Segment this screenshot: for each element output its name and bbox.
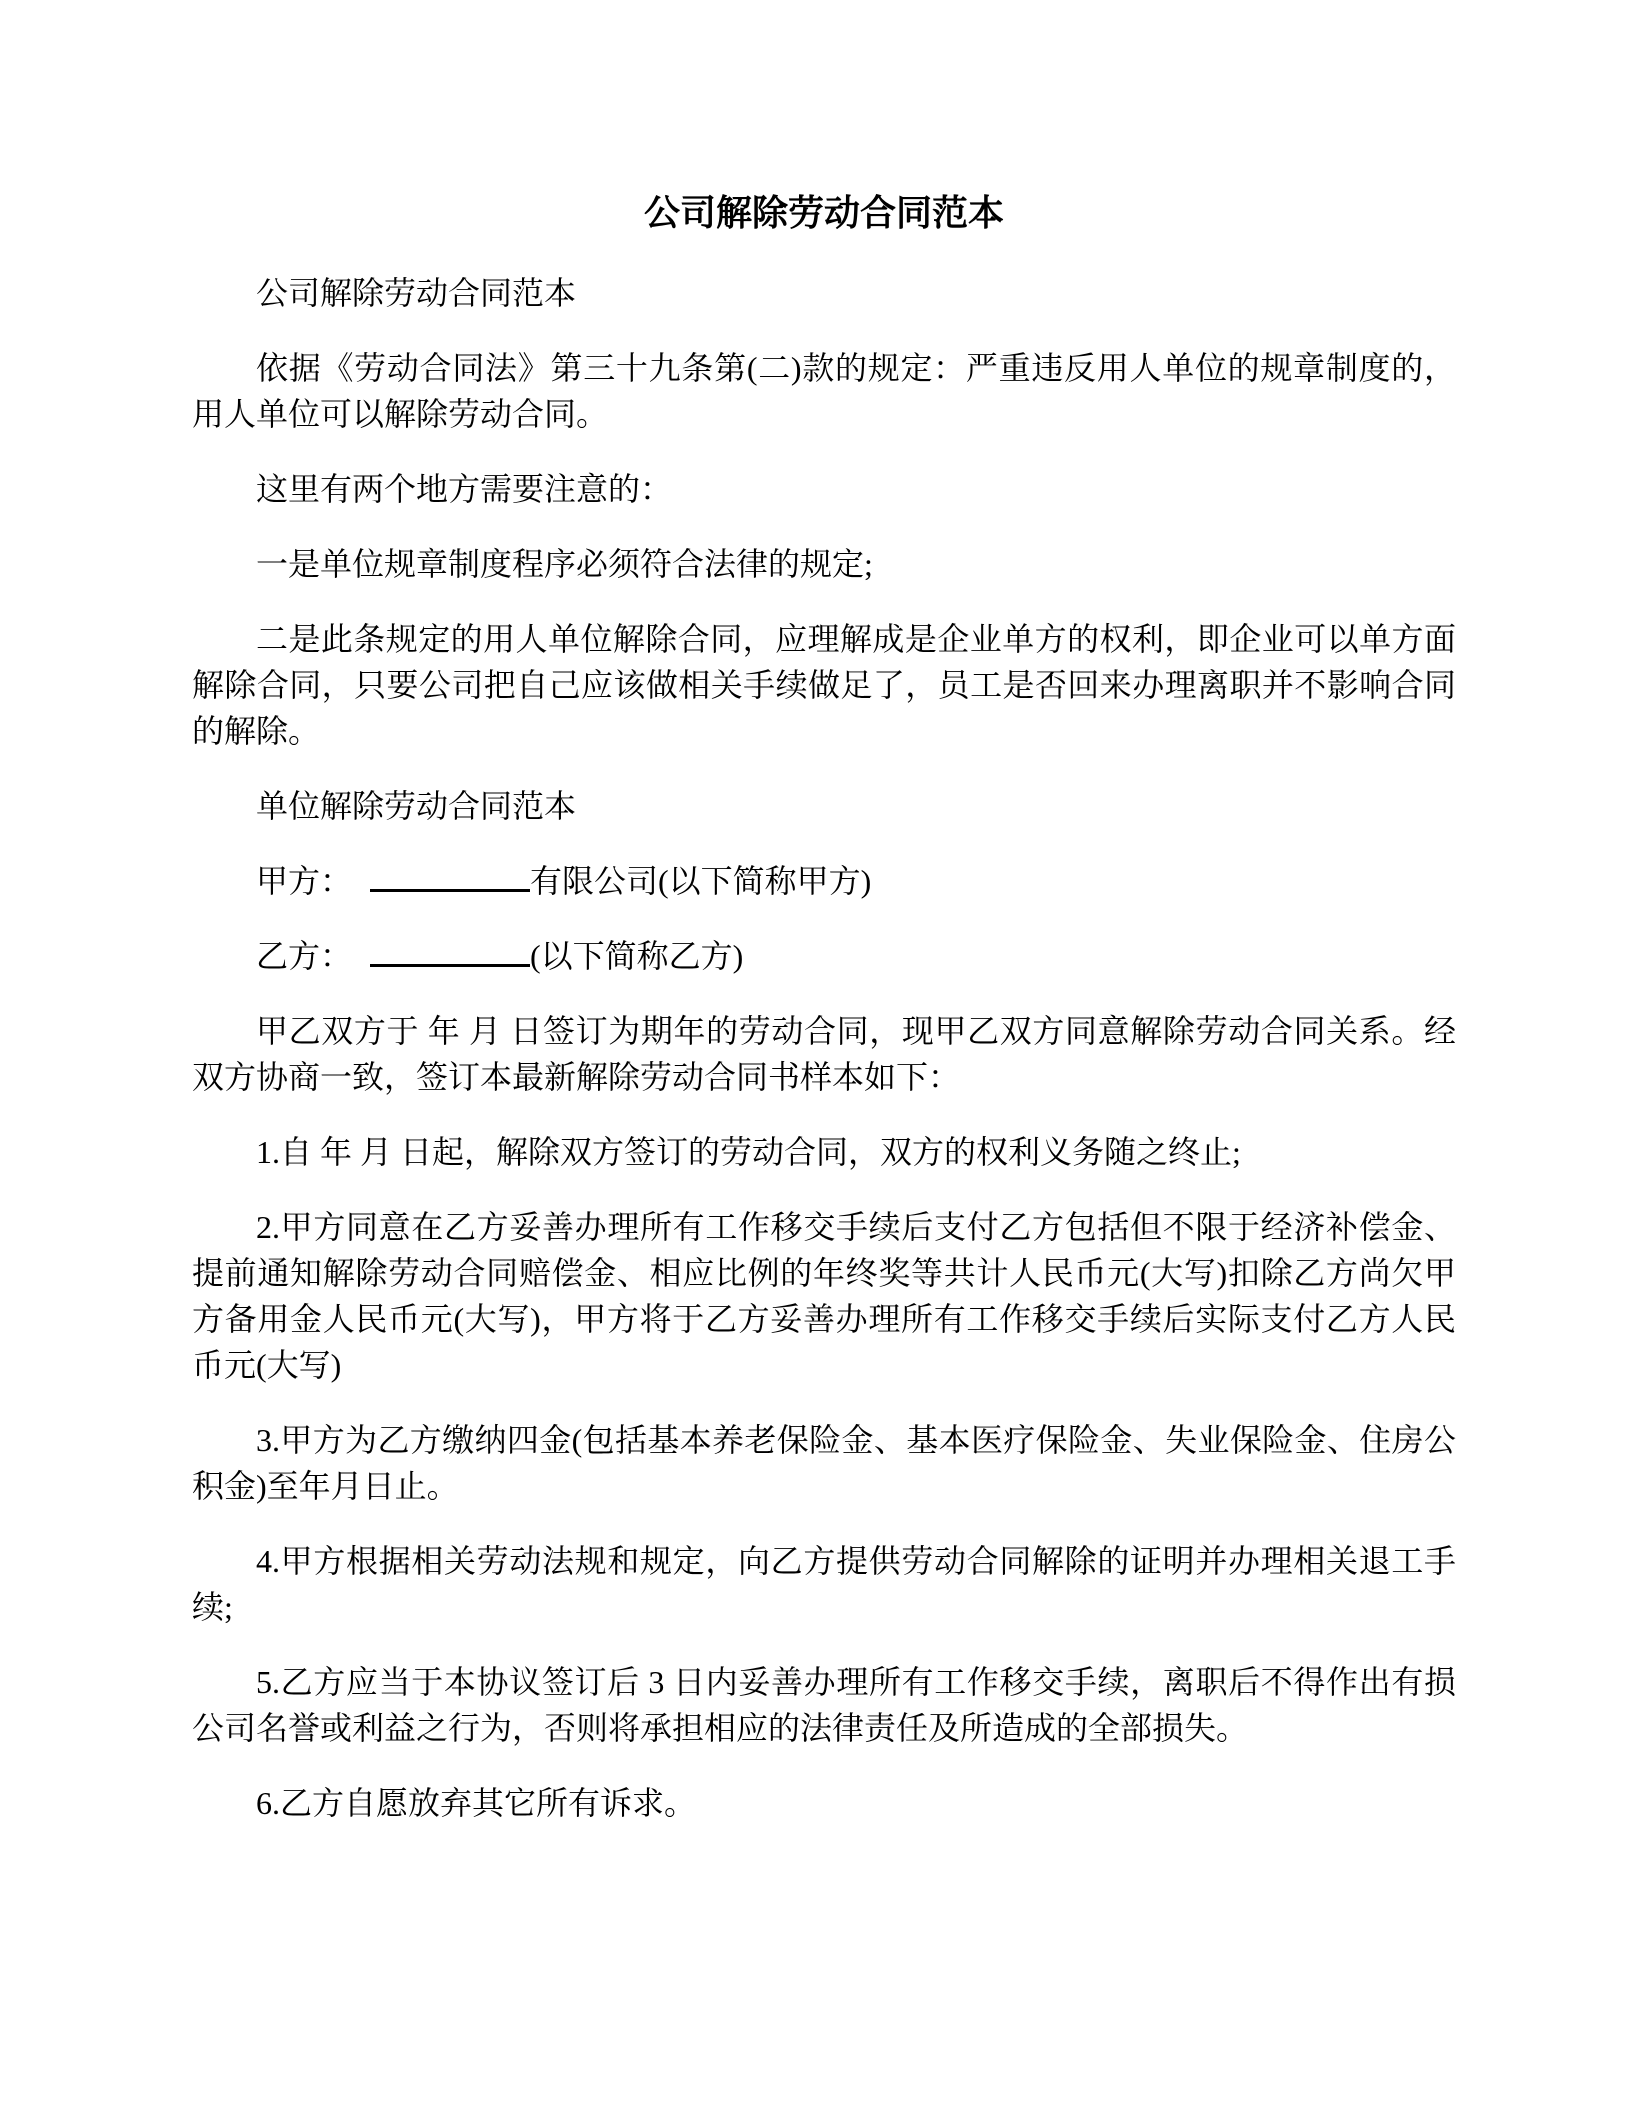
paragraph: 2.甲方同意在乙方妥善办理所有工作移交手续后支付乙方包括但不限于经济补偿金、提前通知解除劳动合同赔偿金、相应比例的年终奖等共计人民币元(大写)扣除乙方尚欠甲方备用金人民币元(大写)，甲方将于乙方妥善办理所有工作移交手续后实际支付乙方人民币元(大写) [192,1209,1456,1383]
paragraph: 依据《劳动合同法》第三十九条第(二)款的规定：严重违反用人单位的规章制度的，用人单位可以解除劳动合同。 [192,350,1456,432]
paragraph: 公司解除劳动合同范本 [256,275,577,311]
fill-in-blank-line [370,934,530,967]
paragraph [192,933,1456,979]
document-title: 公司解除劳动合同范本 [643,192,1004,233]
paragraph: 4.甲方根据相关劳动法规和规定，向乙方提供劳动合同解除的证明并办理相关退工手续; [192,1543,1456,1625]
paragraph: 甲乙双方于 年 月 日签订为期年的劳动合同，现甲乙双方同意解除劳动合同关系。经双方协商一致，签订本最新解除劳动合同书样本如下： [192,1013,1456,1095]
paragraph: 3.甲方为乙方缴纳四金(包括基本养老保险金、基本医疗保险金、失业保险金、住房公积金)至年月日止。 [192,1422,1456,1504]
party-label: 甲方： [256,863,353,899]
document-body [192,270,1456,1826]
paragraph: 6.乙方自愿放弃其它所有诉求。 [256,1785,697,1821]
paragraph: 单位解除劳动合同范本 [256,788,577,824]
fill-in-blank-line [370,859,530,892]
paragraph: 二是此条规定的用人单位解除合同，应理解成是企业单方的权利，即企业可以单方面解除合同，只要公司把自己应该做相关手续做足了，员工是否回来办理离职并不影响合同的解除。 [192,621,1456,749]
paragraph: 1.自 年 月 日起，解除双方签订的劳动合同，双方的权利义务随之终止; [256,1134,1241,1170]
paragraph [192,858,1456,904]
party-label: 乙方： [256,938,353,974]
party-suffix: (以下简称乙方) [530,938,744,974]
party-suffix: 有限公司(以下简称甲方) [530,863,872,899]
paragraph: 这里有两个地方需要注意的： [256,471,673,507]
paragraph: 5.乙方应当于本协议签订后 3 日内妥善办理所有工作移交手续，离职后不得作出有损公司名誉或利益之行为，否则将承担相应的法律责任及所造成的全部损失。 [192,1664,1456,1746]
paragraph: 一是单位规章制度程序必须符合法律的规定; [256,546,873,582]
